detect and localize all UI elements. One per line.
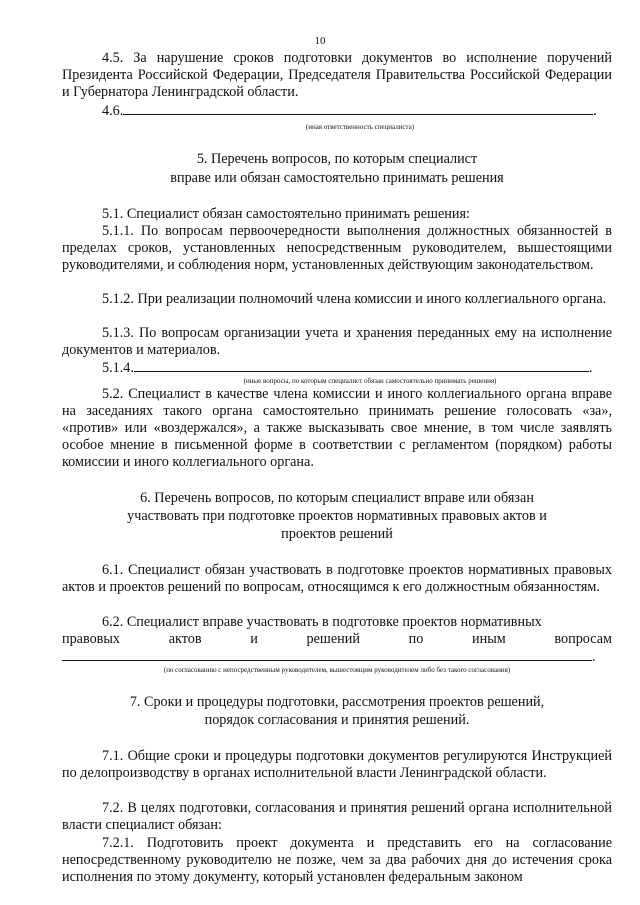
paragraph-6-2-end: . [592, 649, 596, 665]
paragraph-6-2-line-3 [62, 648, 612, 666]
paragraph-7-1: 7.1. Общие сроки и процедуры подготовки документов регулируются Инструкцией по делопроизводству в органах исполнительной власти Ленинградской области. [62, 748, 612, 781]
paragraph-7-2-1: 7.2.1. Подготовить проект документа и представить его на согласование непосредственному руководителю не позже, чем за два рабочих дня до истечения срока исполнения по этому документу, который установлен федеральным законом [62, 835, 612, 885]
word: и [250, 631, 258, 647]
paragraph-5-1-1: 5.1.1. По вопросам первоочередности выполнения должностных обязанностей в пределах сроков, установленных непосредственным руководителем, вышестоящими руководителями, и соблюдения норм, установленных действующим законодательством. [62, 223, 612, 273]
fill-in-line [134, 359, 589, 372]
paragraph-6-2-line-1: 6.2. Специалист вправе участвовать в подготовке проектов нормативных [102, 614, 542, 630]
section-7-title-line-2: порядок согласования и принятия решений. [204, 712, 470, 728]
paragraph-6-2-line-2 [62, 631, 612, 648]
section-5-title-line-2: вправе или обязан самостоятельно принимать решения [170, 170, 504, 186]
section-7-title-line-1: 7. Сроки и процедуры подготовки, рассмотрения проектов решений, [129, 694, 545, 710]
paragraph-5-1-2: 5.1.2. При реализации полномочий члена комиссии и иного коллегиального органа. [102, 291, 607, 307]
paragraph-4-6 [102, 102, 612, 120]
word: иным [472, 631, 506, 647]
paragraph-4-6-end: . [593, 103, 597, 119]
fill-in-line [62, 648, 592, 661]
footnote-6-2: (по согласованию с непосредственным руководителем, вышестоящим руководителем либо без такого согласования) [163, 666, 511, 674]
word: решений [306, 631, 360, 647]
paragraph-6-1: 6.1. Специалист обязан участвовать в подготовке проектов нормативных правовых актов и проектов решений по вопросам, относящимся к его должностным обязанностям. [62, 562, 612, 595]
word: по [408, 631, 424, 647]
fill-in-line [123, 102, 593, 115]
section-6-title-line-3: проектов решений [281, 526, 393, 542]
footnote-5-1-4: (иные вопросы, по которым специалист обязан самостоятельно принимать решения) [243, 377, 497, 385]
paragraph-5-1-4-end: . [588, 360, 593, 376]
paragraph-5-1-4 [102, 359, 612, 377]
section-5-title-line-1: 5. Перечень вопросов, по которым специалист [196, 151, 478, 167]
word: вопросам [554, 631, 612, 647]
paragraph-4-5: 4.5. За нарушение сроков подготовки документов во исполнение поручений Президента Российской Федерации, Председателя Правительства Российской Федерации и Губернатора Ленинградской области. [62, 50, 612, 100]
page-number: 10 [314, 35, 326, 47]
word: правовых [62, 631, 121, 647]
section-6-title-line-1: 6. Перечень вопросов, по которым специалист вправе или обязан [140, 490, 534, 506]
paragraph-5-1-3: 5.1.3. По вопросам организации учета и хранения переданных ему на исполнение документов и материалов. [62, 325, 612, 358]
paragraph-5-1-4-label: 5.1.4. [102, 360, 134, 376]
paragraph-5-2: 5.2. Специалист в качестве члена комиссии и иного коллегиального органа вправе на заседаниях такого органа самостоятельно принимать решение голосовать «за», «против» или «воздержался», а также высказывать свое мнение, в том числе заявлять особое мнение в письменной форме в соответствии с регламентом (порядком) работы комиссии и иного коллегиального органа. [62, 386, 612, 470]
paragraph-7-2: 7.2. В целях подготовки, согласования и принятия решений органа исполнительной власти специалист обязан: [62, 800, 612, 833]
section-6-title-line-2: участвовать при подготовке проектов нормативных правовых актов и [127, 508, 547, 524]
paragraph-4-6-label: 4.6. [102, 103, 124, 119]
word: актов [168, 631, 202, 647]
paragraph-5-1: 5.1. Специалист обязан самостоятельно принимать решения: [102, 206, 470, 222]
footnote-4-6: (иная ответственность специалиста) [305, 123, 415, 131]
